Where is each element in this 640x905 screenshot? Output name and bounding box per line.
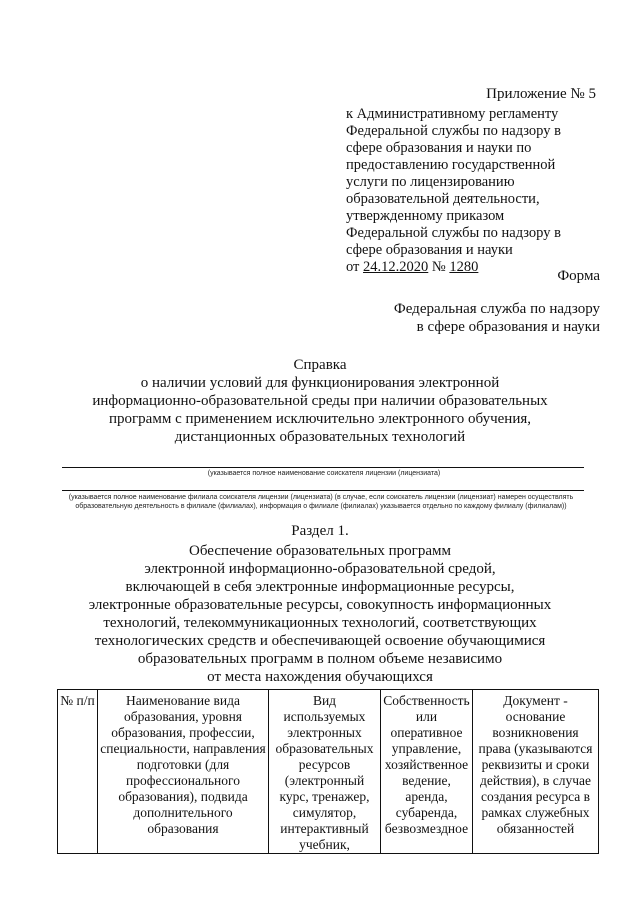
order-prefix: от (346, 259, 360, 275)
col-header-number: № п/п (58, 690, 98, 854)
appendix-line: утвержденному приказом (346, 208, 505, 224)
appendix-title: Приложение № 5 (486, 86, 596, 102)
section-line: включающей в себя электронные информационные ресурсы, (125, 579, 515, 595)
organization-line: в сфере образования и науки (416, 319, 600, 335)
section-heading (60, 522, 580, 686)
appendix-line: сфере образования и науки по (346, 140, 532, 156)
applicant-caption: (указывается полное наименование соискателя лицензии (лицензиата) (207, 470, 441, 477)
spravka-line: программ с применением исключительно электронного обучения, (109, 411, 531, 427)
appendix-line: к Административному регламенту (346, 106, 559, 122)
col-header-ownership: Собственность или оперативное управление, хозяйственное ведение, аренда, субаренда, безвозмездное (381, 690, 473, 854)
appendix-block (346, 88, 606, 276)
appendix-line: образовательной деятельности, (346, 191, 540, 207)
spravka-title: Справка (293, 357, 347, 373)
spravka-line: дистанционных образовательных технологий (174, 429, 466, 445)
spravka-heading (60, 356, 580, 446)
section-number: Раздел 1. (291, 523, 349, 539)
order-date: 24.12.2020 (363, 259, 429, 275)
section-line: технологических средств и обеспечивающей освоение обучающимися (94, 633, 546, 649)
spravka-line: информационно-образовательной среды при наличии образовательных (92, 393, 548, 409)
organization-block (394, 300, 600, 336)
branch-caption (66, 493, 576, 511)
section-line: электронные образовательные ресурсы, совокупность информационных (88, 597, 552, 613)
col-header-document-basis: Документ - основание возникновения права (указываются реквизиты и сроки действия), в случае создания ресурса в рамках служебных обязанностей (473, 690, 599, 854)
col-header-education-type: Наименование вида образования, уровня образования, профессии, специальности, направления подготовки (для профессионального образования), подвида дополнительного образования (98, 690, 269, 854)
appendix-line: предоставлению государственной (346, 157, 556, 173)
section-line: технологий, телекоммуникационных технологий, соответствующих (103, 615, 537, 631)
appendix-line: Федеральной службы по надзору в (346, 123, 561, 139)
order-number-label: № (431, 259, 446, 275)
form-label: Форма (557, 268, 600, 284)
spravka-line: о наличии условий для функционирования электронной (140, 375, 500, 391)
branch-name-line (62, 490, 584, 491)
section-line: Обеспечение образовательных программ (189, 543, 451, 559)
appendix-line: Федеральной службы по надзору в (346, 225, 561, 241)
section-line: образовательных программ в полном объеме независимо (137, 651, 503, 667)
section-line: электронной информационно-образовательной средой, (144, 561, 496, 577)
order-number: 1280 (449, 259, 479, 275)
applicant-name-line (62, 467, 584, 468)
organization-line: Федеральная служба по надзору (393, 301, 600, 317)
branch-caption-line: образовательную деятельность в филиале (филиалах), информация о филиале (филиалах) указывается отдельно по каждому филиалу (филиалам)) (75, 503, 567, 510)
section-line: от места нахождения обучающихся (207, 669, 433, 685)
appendix-line: сфере образования и науки (346, 242, 513, 258)
resources-table (57, 689, 599, 854)
table-header-row (58, 690, 599, 854)
appendix-line: услуги по лицензированию (346, 174, 515, 190)
branch-caption-line: (указывается полное наименование филиала соискателя лицензии (лицензиата) (в случае, если соискатель лицензии (лицензиат) намерен осуществлять (68, 494, 574, 501)
col-header-resource-type: Вид используемых электронных образовательных ресурсов (электронный курс, тренажер, симулятор, интерактивный учебник, (269, 690, 381, 854)
